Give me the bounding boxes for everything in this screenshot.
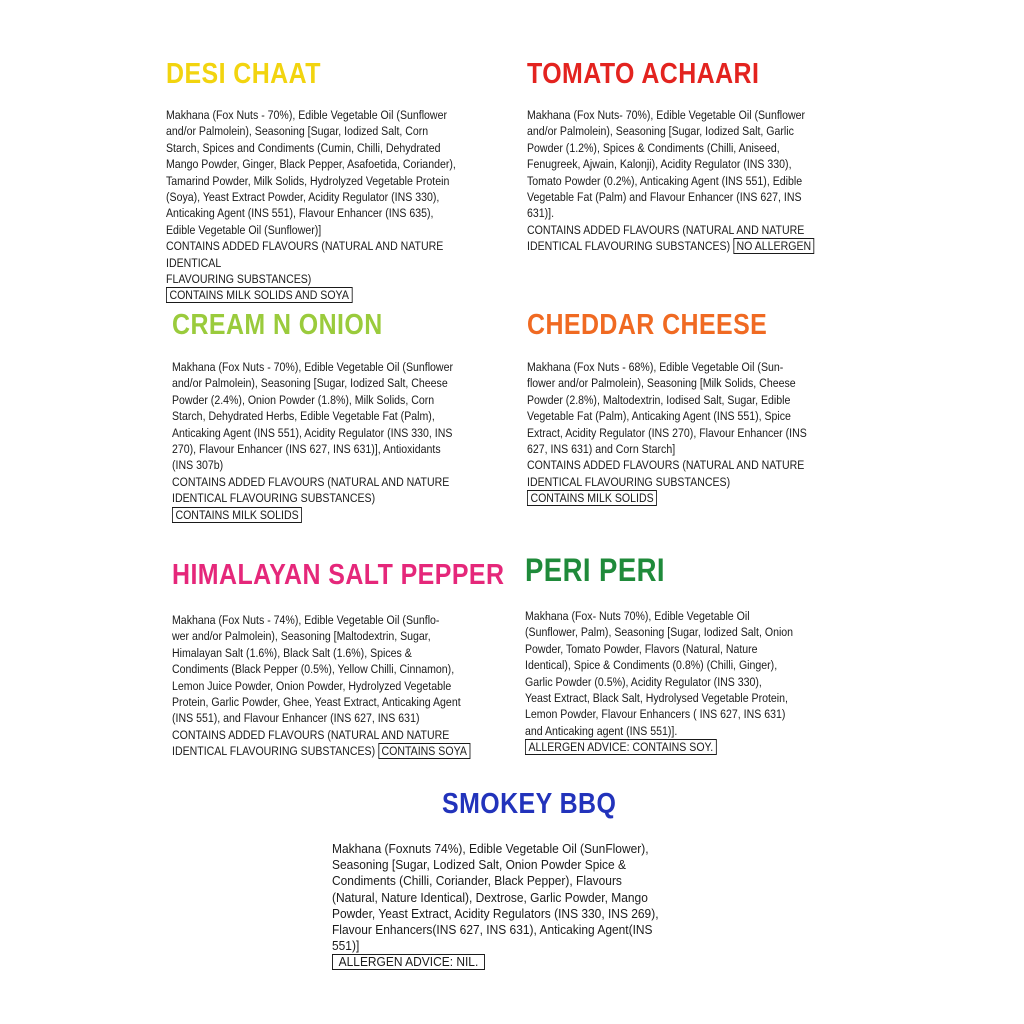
allergen-box: CONTAINS MILK SOLIDS AND SOYA [166, 287, 352, 303]
section-tomato-achaari [527, 57, 891, 255]
section-title: DESI CHAAT [166, 58, 321, 90]
allergen-box: ALLERGEN ADVICE: CONTAINS SOY. [525, 739, 717, 755]
allergen-box: ALLERGEN ADVICE: NIL. [332, 954, 485, 970]
allergen-box: NO ALLERGEN [733, 238, 815, 254]
flavour-note: CONTAINS ADDED FLAVOURS (NATURAL AND NATURE IDENTICAL FLAVOURING SUBSTANCES) [172, 727, 450, 759]
section-title: TOMATO ACHAARI [527, 58, 760, 90]
ingredients-text: Makhana (Fox- Nuts 70%), Edible Vegetable Oil (Sunflower, Palm), Seasoning [Sugar, Iodized Salt, Onion Powder, Tomato Powder, Flavors (Natural, Nature Identical), Spice & Condiments (0.8%) (Chilli, Ginger), Garlic Powder (0.5%), Acidity Regulator (INS 330), Yeast Extract, Black Salt, Hydrolysed Vegetable Protein, Lemon Powder, Flavour Enhancers ( INS 627, INS 631) and Anticaking agent (INS 551)]. [525, 609, 794, 738]
flavour-note: CONTAINS ADDED FLAVOURS (NATURAL AND NATURE IDENTICAL FLAVOURING SUBSTANCES) [172, 474, 450, 506]
allergen-box: CONTAINS MILK SOLIDS [172, 507, 302, 523]
ingredients-text: Makhana (Fox Nuts - 70%), Edible Vegetable Oil (Sunflower and/or Palmolein), Seasoning [Sugar, Iodized Salt, Corn Starch, Spices and Condiments (Cumin, Chilli, Dehydrated Mango Powder, Ginger, Black Pepper, Asafoetida, Coriander), Tamarind Powder, Milk Solids, Hydrolyzed Vegetable Protein (Soya), Yeast Extract Powder, Acidity Regulator (INS 330), Anticaking Agent (INS 551), Flavour Enhancer (INS 635), Edible Vegetable Oil (Sunflower)] [166, 108, 456, 237]
flavour-note: CONTAINS ADDED FLAVOURS (NATURAL AND NATURE IDENTICAL FLAVOURING SUBSTANCES) [166, 239, 444, 287]
section-smokey-bbq [332, 787, 732, 971]
section-title: HIMALAYAN SALT PEPPER [172, 559, 505, 591]
section-title: CREAM N ONION [172, 309, 383, 341]
ingredients-text: Makhana (Fox Nuts- 70%), Edible Vegetable Oil (Sunflower and/or Palmolein), Seasoning [Sugar, Iodized Salt, Garlic Powder (1.2%), Spices & Condiments (Chilli, Aniseed, Fenugreek, Ajwain, Kalonji), Acidity Regulator (INS 330), Tomato Powder (0.2%), Anticaking Agent (INS 551), Edible Vegetable Fat (Palm) and Flavour Enhancer (INS 627, INS 631)]. [527, 108, 806, 221]
ingredients-block [525, 608, 838, 756]
ingredients-text: Makhana (Fox Nuts - 70%), Edible Vegetable Oil (Sunflower and/or Palmolein), Seasoning [Sugar, Iodized Salt, Cheese Powder (2.4%), Onion Powder (1.8%), Milk Solids, Corn Starch, Dehydrated Herbs, Edible Vegetable Fat (Palm), Anticaking Agent (INS 551), Acidity Regulator (INS 330, INS 270), Flavour Enhancer (INS 627, INS 631)], Antioxidants (INS 307b) [172, 360, 453, 473]
section-desi-chaat [166, 57, 530, 304]
flavour-note: CONTAINS ADDED FLAVOURS (NATURAL AND NATURE IDENTICAL FLAVOURING SUBSTANCES) [527, 458, 805, 489]
ingredients-text: Makhana (Foxnuts 74%), Edible Vegetable Oil (SunFlower), Seasoning [Sugar, Lodized Salt, Onion Powder Spice & Condiments (Chilli, Coriander, Black Pepper), Flavours (Natural, Nature Identical), Dextrose, Garlic Powder, Mango Powder, Yeast Extract, Acidity Regulators (INS 330, INS 269), Flavour Enhancers(INS 627, INS 631), Anticaking Agent(INS 551)] [332, 842, 659, 954]
section-title: SMOKEY BBQ [442, 788, 617, 820]
section-cheddar-cheese [527, 308, 891, 507]
ingredients-text: Makhana (Fox Nuts - 74%), Edible Vegetable Oil (Sunflo- wer and/or Palmolein), Seasoning [Maltodextrin, Sugar, Himalayan Salt (1.6%), Black Salt (1.6%), Spices & Condiments (Black Pepper (0.5%), Yellow Chilli, Cinnamon), Lemon Juice Powder, Onion Powder, Hydrolyzed Vegetable Protein, Garlic Powder, Ghee, Yeast Extract, Anticaking Agent (INS 551), and Flavour Enhancer (INS 627, INS 631) [172, 613, 461, 726]
allergen-box: CONTAINS SOYA [378, 743, 470, 759]
ingredients-block [332, 841, 712, 971]
section-peri-peri [525, 553, 889, 756]
section-himalayan-salt-pepper [172, 558, 559, 760]
section-title: PERI PERI [525, 552, 665, 588]
ingredients-block [166, 107, 479, 304]
section-title: CHEDDAR CHEESE [527, 309, 768, 341]
ingredients-block [527, 107, 840, 255]
allergen-box: CONTAINS MILK SOLIDS [527, 490, 657, 506]
section-cream-n-onion [172, 308, 536, 523]
ingredients-text: Makhana (Fox Nuts - 68%), Edible Vegetable Oil (Sun- flower and/or Palmolein), Seasoning [Milk Solids, Cheese Powder (2.8%), Maltodextrin, Iodised Salt, Sugar, Edible Vegetable Fat (Palm), Anticaking Agent (INS 551), Spice Extract, Acidity Regulator (INS 270), Flavour Enhancer (INS 627, INS 631) and Corn Starch] [527, 360, 807, 457]
ingredients-block [172, 359, 485, 523]
ingredients-block [527, 359, 840, 507]
flavour-note: CONTAINS ADDED FLAVOURS (NATURAL AND NATURE IDENTICAL FLAVOURING SUBSTANCES) [527, 222, 805, 254]
ingredients-block [172, 612, 485, 760]
